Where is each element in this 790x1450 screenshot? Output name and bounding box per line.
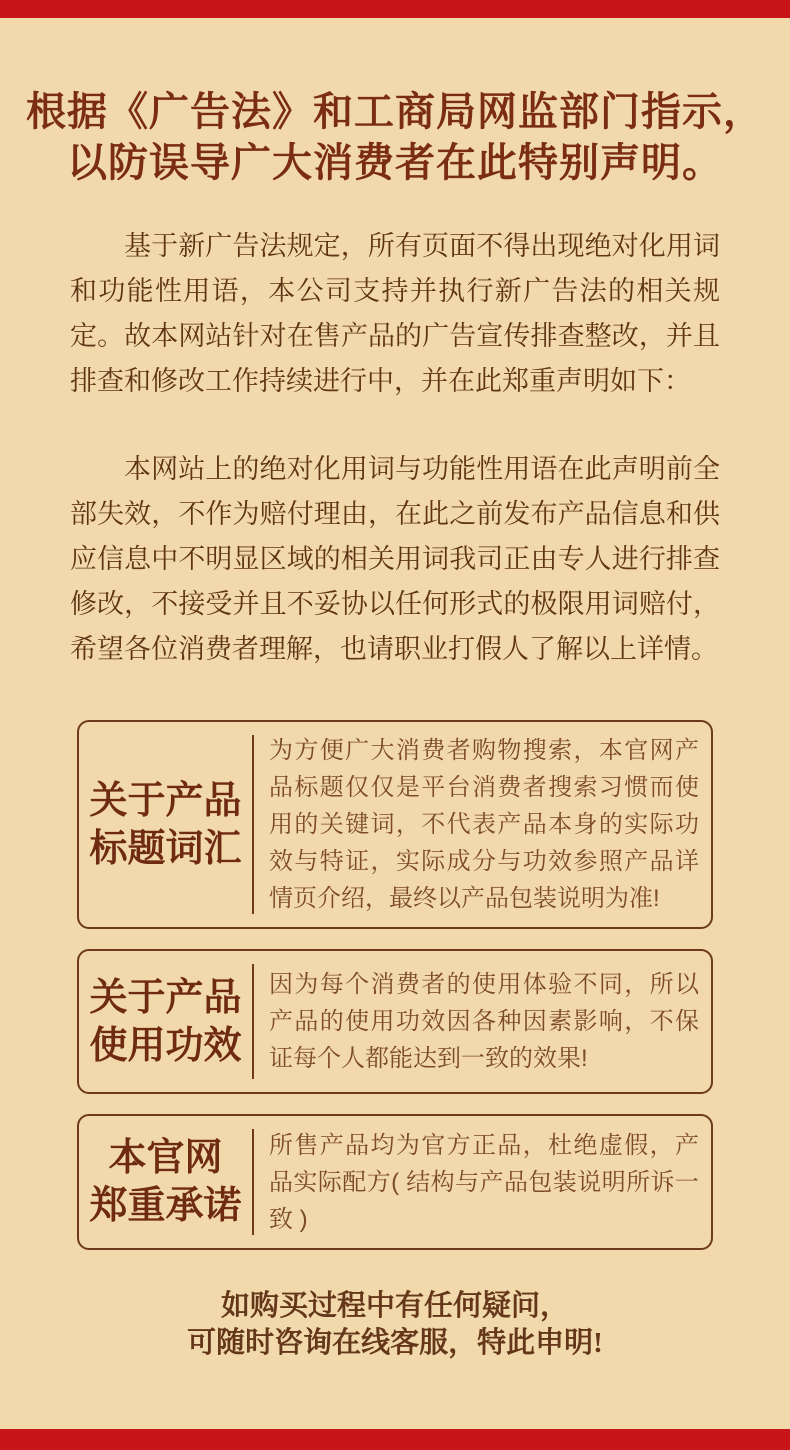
box-body-product-effect: 因为每个消费者的使用体验不同，所以产品的使用功效因各种因素影响，不保证每个人都能达到一致的效果! [269,971,699,1072]
notice-box-official-promise [77,1114,713,1250]
box-body-official-promise: 所售产品均为官方正品，杜绝虚假，产品实际配方( 结构与产品包装说明所诉一致 ) [269,1131,699,1233]
statement-paragraph-1: 基于新广告法规定，所有页面不得出现绝对化用词和功能性用语，本公司支持并执行新广告法的相关规定。故本网站针对在售产品的广告宣传排查整改，并且排查和修改工作持续进行中，并在此郑重声明如下： [70,231,720,396]
footer-note-line2: 可随时咨询在线客服，特此申明! [187,1327,603,1359]
bottom-red-band [0,1429,790,1450]
box-label-line2: 郑重承诺 [89,1185,242,1227]
page-title-line2: 以防误导广大消费者在此特别声明。 [67,140,723,185]
box-body-product-title: 为方便广大消费者购物搜索，本官网产品标题仅仅是平台消费者搜索习惯而使用的关键词，不代表产品本身的实际功效与特证，实际成分与功效参照产品详情页介绍，最终以产品包装说明为准! [269,737,699,912]
box-label-line2: 标题词汇 [89,827,242,870]
box-label-line1: 本官网 [108,1137,223,1179]
page-title [0,86,790,188]
box-label-line2: 使用功效 [89,1024,242,1067]
box-label-official-promise [79,1134,252,1230]
box-label-line1: 关于产品 [89,976,242,1019]
page-title-line1: 根据《广告法》和工商局网监部门指示， [26,89,764,134]
footer-note [0,1288,790,1362]
footer-note-line1: 如购买过程中有任何疑问， [220,1290,569,1322]
notice-box-product-effect [77,949,713,1094]
box-label-product-title [79,777,252,873]
notice-box-product-title [77,720,713,929]
box-label-product-effect [79,974,252,1070]
statement-paragraph-2: 本网站上的绝对化用词与功能性用语在此声明前全部失效，不作为赔付理由，在此之前发布产品信息和供应信息中不明显区域的相关用词我司正由专人进行排查修改，不接受并且不妥协以任何形式的极限用词赔付，希望各位消费者理解，也请职业打假人了解以上详情。 [70,454,720,664]
box-label-line1: 关于产品 [89,779,242,822]
top-red-band [0,0,790,18]
notice-box-list [77,720,713,1250]
